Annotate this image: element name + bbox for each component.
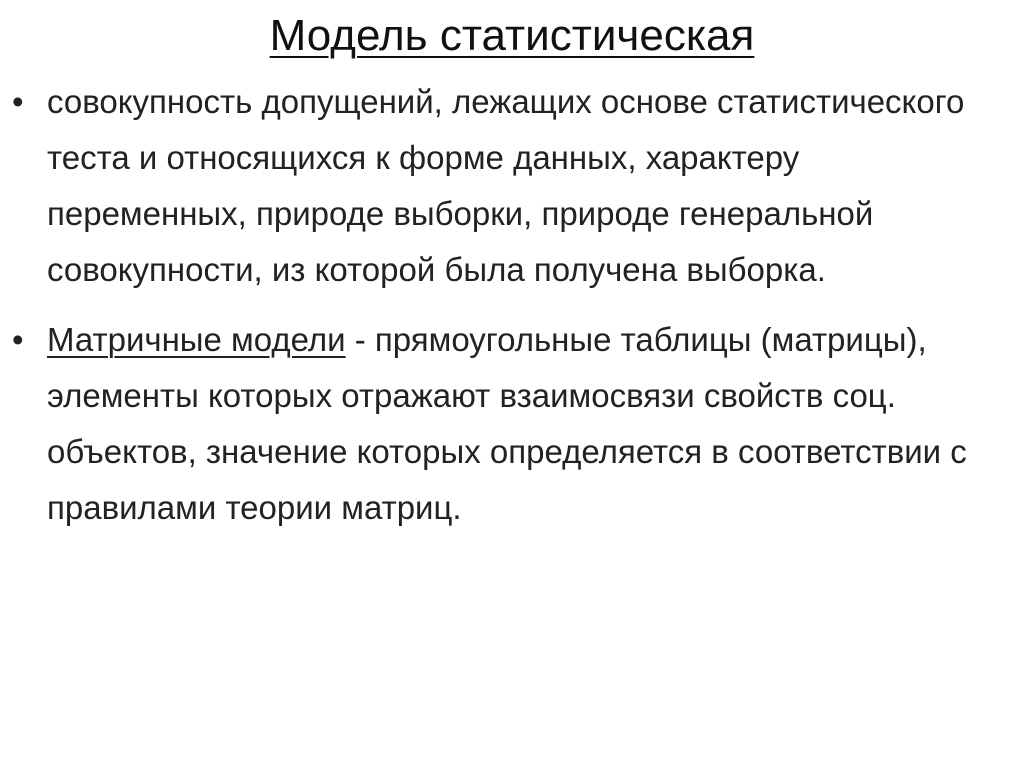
- bullet-list: [0, 74, 1000, 536]
- bullet-item-matrix-models: [0, 312, 1000, 536]
- bullet-term: Матричные модели: [47, 321, 346, 358]
- bullet-text: - прямоугольные таблицы (матрицы), элементы которых отражают взаимосвязи свойств соц. объектов, значение которых определяется в соответствии с правилами теории матриц.: [47, 321, 967, 526]
- bullet-text: совокупность допущений, лежащих основе статистического теста и относящихся к форме данных, характеру переменных, природе выборки, природе генеральной совокупности, из которой была получена выборка.: [47, 83, 965, 288]
- bullet-item-definition: [0, 74, 1000, 298]
- slide-title: Модель статистическая: [269, 11, 755, 60]
- bullet-dot-icon: •: [12, 321, 24, 358]
- bullet-dot-icon: •: [12, 83, 24, 120]
